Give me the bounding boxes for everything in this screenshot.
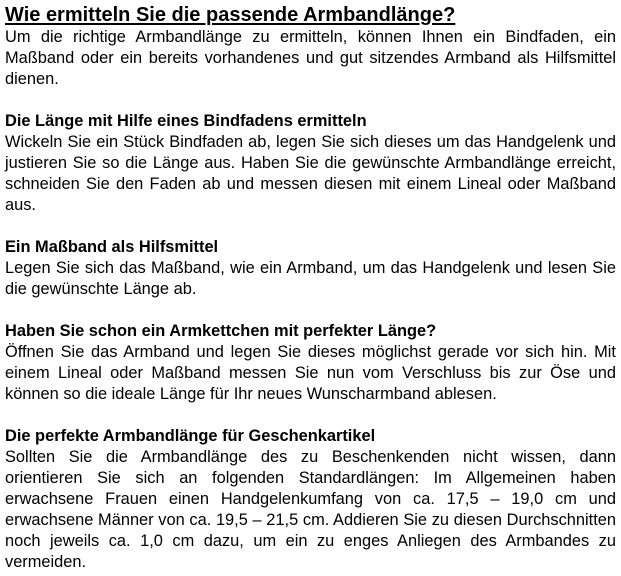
- section-body: Legen Sie sich das Maßband, wie ein Armband, um das Handgelenk und lesen Sie die gewünschte Länge ab.: [5, 259, 616, 298]
- section-heading: Die Länge mit Hilfe eines Bindfadens ermitteln: [5, 112, 367, 130]
- section-massband: [5, 237, 616, 300]
- section-heading: Ein Maßband als Hilfsmittel: [5, 238, 219, 256]
- section-armkettchen: [5, 321, 616, 405]
- section-body: Sollten Sie die Armbandlänge des zu Beschenkenden nicht wissen, dann orientieren Sie sich an folgenden Standardlängen: Im Allgemeinen haben erwachsene Frauen einen Handgelenkumfang von ca. 17,5 – 19,0 cm und erwachsene Männer von ca. 19,5 – 21,5 cm. Addieren Sie zu diesen Durchschnitten noch jeweils ca. 1,0 cm dazu, um ein zu enges Anliegen des Armbandes zu vermeiden.: [5, 448, 616, 571]
- section-heading: Die perfekte Armbandlänge für Geschenkartikel: [5, 427, 376, 445]
- document-title: Wie ermitteln Sie die passende Armbandlänge?: [5, 4, 456, 26]
- document: [5, 3, 616, 573]
- section-body: Wickeln Sie ein Stück Bindfaden ab, legen Sie sich dieses um das Handgelenk und justieren Sie so die Länge aus. Haben Sie die gewünschte Armbandlänge erreicht, schneiden Sie den Faden ab und messen diesen mit einem Lineal oder Maßband aus.: [5, 133, 616, 214]
- section-bindfaden: [5, 111, 616, 216]
- section-body: Öffnen Sie das Armband und legen Sie dieses möglichst gerade vor sich hin. Mit einem Lineal oder Maßband messen Sie nun vom Verschluss bis zur Öse und können so die ideale Länge für Ihr neues Wunscharmband ablesen.: [5, 343, 616, 403]
- section-geschenkartikel: [5, 426, 616, 573]
- intro-paragraph: Um die richtige Armbandlänge zu ermitteln, können Ihnen ein Bindfaden, ein Maßband oder ein bereits vorhandenes und gut sitzendes Armband als Hilfsmittel dienen.: [5, 28, 616, 88]
- section-heading: Haben Sie schon ein Armkettchen mit perfekter Länge?: [5, 322, 437, 340]
